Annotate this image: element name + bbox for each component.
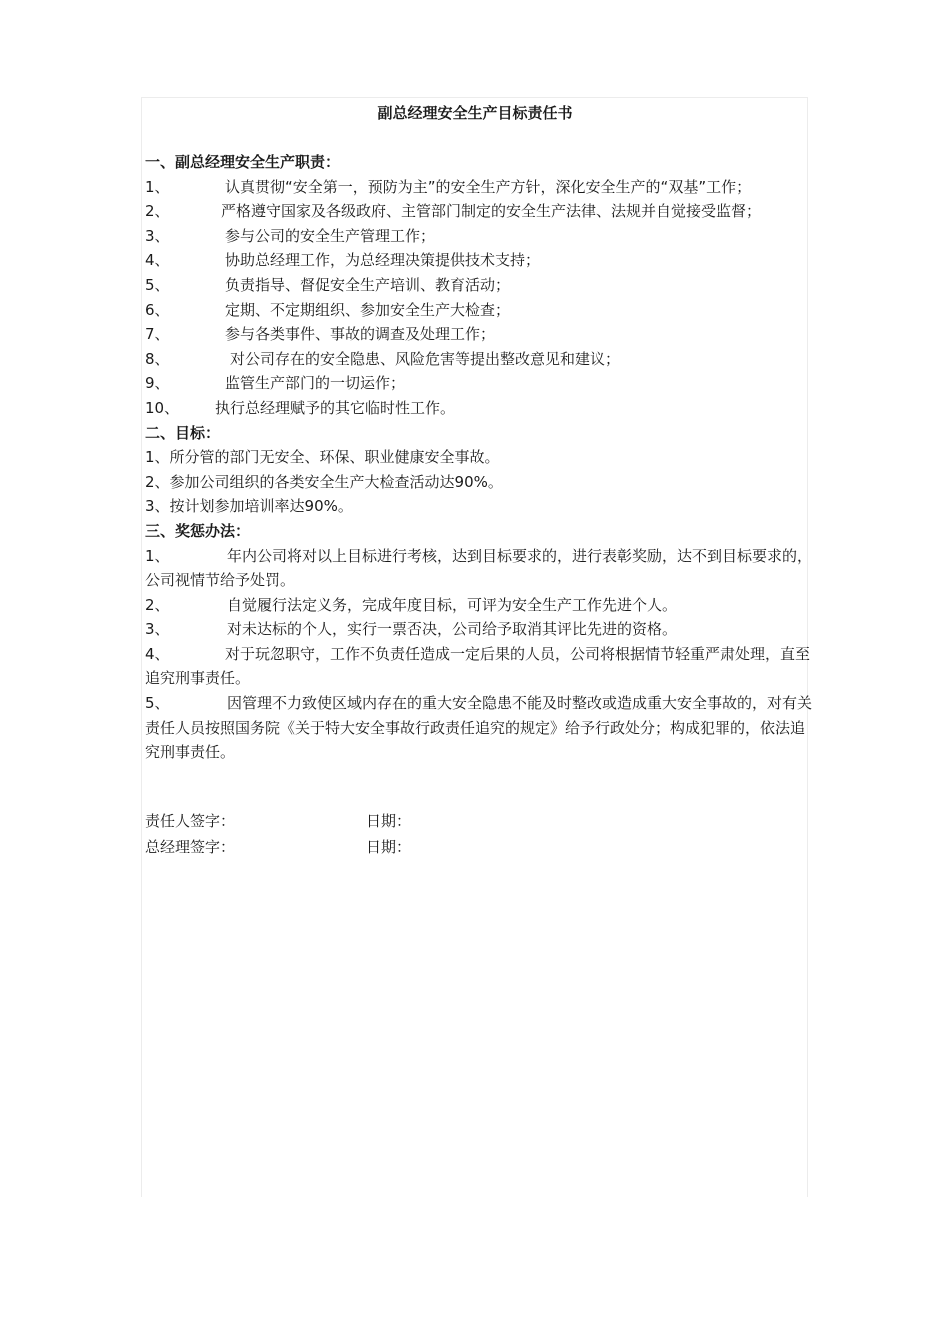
signature-row	[145, 834, 817, 860]
item-number: 4、	[145, 251, 170, 270]
duty-item	[145, 273, 817, 298]
item-text: 协助总经理工作，为总经理决策提供技术支持；	[225, 251, 541, 270]
item-text: 因管理不力致使区域内存在的重大安全隐患不能及时整改或造成重大安全事故的，对有关责任人员按照国务院《关于特大安全事故行政责任追究的规定》给予行政处分；构成犯罪的，依法追究刑事责任。	[145, 694, 813, 762]
item-number: 4、	[145, 644, 170, 663]
item-text: 定期、不定期组织、参加安全生产大检查；	[225, 300, 511, 319]
item-text: 参与公司的安全生产管理工作；	[225, 226, 436, 245]
section-heading-goals: 二、目标：	[145, 423, 221, 442]
duty-item	[145, 224, 817, 249]
item-text: 监管生产部门的一切运作；	[225, 374, 406, 393]
item-number: 2、	[145, 595, 170, 614]
item-number: 2、	[145, 202, 170, 221]
document-body	[145, 100, 817, 860]
duty-item	[145, 248, 817, 273]
item-text: 对公司存在的安全隐患、风险危害等提出整改意见和建议；	[230, 349, 621, 368]
date-label: 日期：	[366, 837, 412, 856]
reward-item	[145, 642, 813, 691]
item-number: 8、	[145, 349, 170, 368]
duty-item	[145, 347, 817, 372]
item-number: 1、	[145, 546, 170, 565]
document-title: 副总经理安全生产目标责任书	[377, 104, 573, 122]
item-text: 负责指导、督促安全生产培训、教育活动；	[225, 275, 511, 294]
item-text: 年内公司将对以上目标进行考核，达到目标要求的，进行表彰奖励，达不到目标要求的，公司视情节给予处罚。	[145, 546, 813, 590]
item-number: 7、	[145, 325, 170, 344]
duty-item	[145, 396, 817, 421]
duty-item	[145, 298, 817, 323]
reward-item	[145, 593, 817, 618]
section-heading-rewards: 三、奖惩办法：	[145, 521, 251, 540]
goal-item: 3、按计划参加培训率达90%。	[145, 497, 353, 516]
item-number: 10、	[145, 398, 180, 417]
item-text: 对于玩忽职守，工作不负责任造成一定后果的人员，公司将根据情节轻重严肃处理，直至追究刑事责任。	[145, 644, 811, 688]
signature-label: 责任人签字：	[145, 811, 236, 830]
item-text: 严格遵守国家及各级政府、主管部门制定的安全生产法律、法规并自觉接受监督；	[221, 202, 762, 221]
goal-item: 2、参加公司组织的各类安全生产大检查活动达90%。	[145, 472, 503, 491]
item-text: 认真贯彻“安全第一，预防为主”的安全生产方针，深化安全生产的“双基”工作；	[225, 177, 752, 196]
item-text: 对未达标的个人，实行一票否决，公司给予取消其评比先进的资格。	[227, 620, 678, 639]
item-number: 5、	[145, 275, 170, 294]
signature-block	[145, 808, 817, 860]
duty-item	[145, 371, 817, 396]
item-number: 1、	[145, 177, 170, 196]
duty-item	[145, 199, 817, 224]
section-heading-duties: 一、副总经理安全生产职责：	[145, 153, 341, 171]
goal-item: 1、所分管的部门无安全、环保、职业健康安全事故。	[145, 448, 500, 467]
reward-item	[145, 617, 817, 642]
date-label: 日期：	[366, 811, 412, 830]
item-number: 3、	[145, 226, 170, 245]
item-text: 参与各类事件、事故的调查及处理工作；	[225, 325, 496, 344]
item-number: 3、	[145, 620, 170, 639]
duty-item	[145, 322, 817, 347]
item-text: 自觉履行法定义务，完成年度目标，可评为安全生产工作先进个人。	[227, 595, 678, 614]
item-text: 执行总经理赋予的其它临时性工作。	[215, 398, 456, 417]
signature-label: 总经理签字：	[145, 837, 236, 856]
item-number: 5、	[145, 694, 170, 713]
item-number: 9、	[145, 374, 170, 393]
reward-item	[145, 544, 817, 593]
reward-item	[145, 691, 813, 765]
duty-item	[145, 175, 817, 200]
item-number: 6、	[145, 300, 170, 319]
signature-row	[145, 808, 817, 834]
